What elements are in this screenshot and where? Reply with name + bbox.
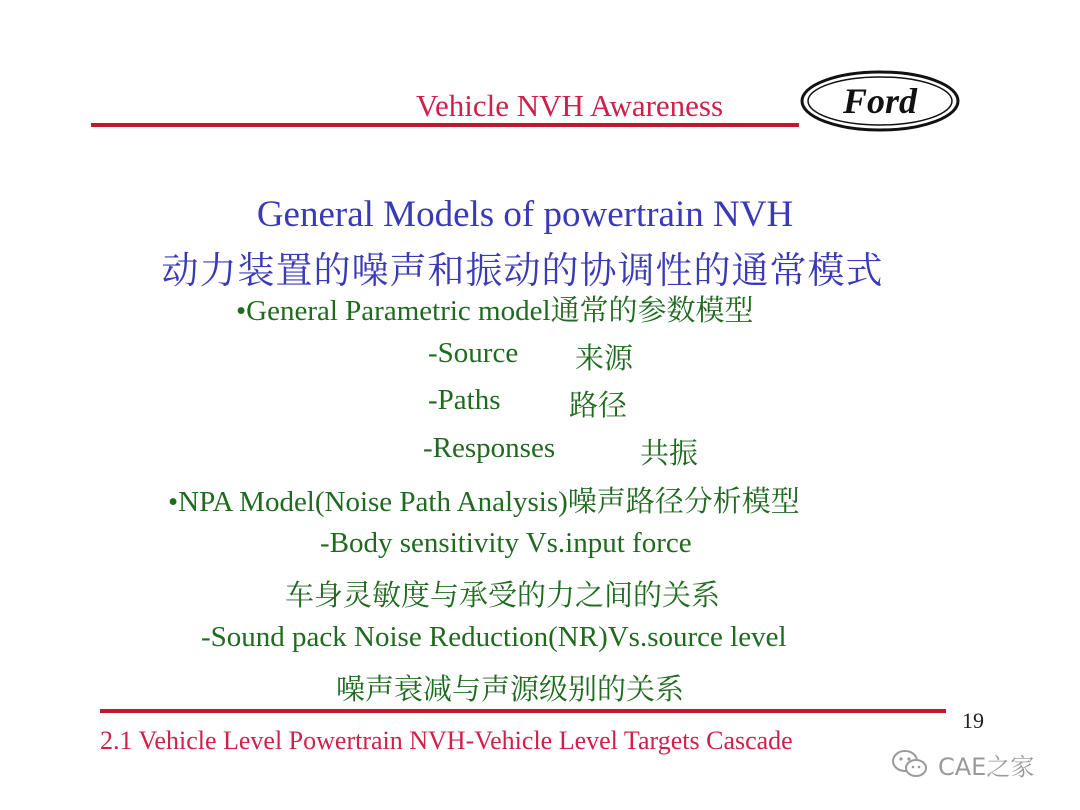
header-divider bbox=[91, 123, 799, 127]
bullet-general-parametric-model: •General Parametric model通常的参数模型 bbox=[236, 295, 754, 327]
item-body-sensitivity: -Body sensitivity Vs.input force bbox=[320, 527, 692, 559]
wechat-icon bbox=[890, 748, 930, 780]
item-responses: -Responses bbox=[423, 432, 556, 464]
watermark bbox=[890, 746, 1034, 782]
item-paths: -Paths bbox=[428, 384, 501, 416]
ford-logo-text: Ford bbox=[842, 81, 918, 121]
watermark-text: CAE之家 bbox=[938, 752, 1035, 781]
item-sound-pack: -Sound pack Noise Reduction(NR)Vs.source level bbox=[201, 621, 787, 653]
item-source: -Source bbox=[428, 337, 519, 369]
item-paths-cn: 路径 bbox=[569, 388, 628, 422]
page-number: 19 bbox=[962, 708, 984, 733]
item-sound-pack-cn: 噪声衰减与声源级别的关系 bbox=[336, 672, 685, 706]
item-source-cn: 来源 bbox=[575, 341, 634, 375]
ford-logo bbox=[800, 70, 960, 132]
footer-text: 2.1 Vehicle Level Powertrain NVH-Vehicle Level Targets Cascade bbox=[100, 726, 793, 755]
item-body-sensitivity-cn: 车身灵敏度与承受的力之间的关系 bbox=[285, 578, 721, 612]
bullet-npa-model: •NPA Model(Noise Path Analysis)噪声路径分析模型 bbox=[168, 486, 800, 518]
slide-title-en: General Models of powertrain NVH bbox=[256, 194, 794, 235]
header-title: Vehicle NVH Awareness bbox=[416, 88, 724, 123]
slide-title-cn: 动力装置的噪声和振动的协调性的通常模式 bbox=[161, 249, 884, 292]
item-responses-cn: 共振 bbox=[640, 436, 699, 470]
footer-divider bbox=[100, 709, 946, 713]
